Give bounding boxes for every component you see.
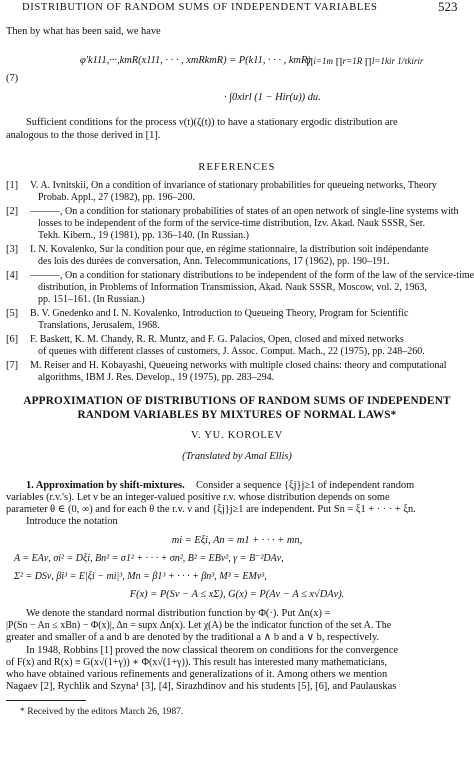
reference-line: B. V. Gnedenko and I. N. Kovalenko, Introduction to Queueing Theory, Program for Scientific [30,308,409,319]
article-title-line2: RANDOM VARIABLES BY MIXTURES OF NORMAL LAWS* [77,409,397,421]
equation-7-products: ∏i=1m ∏r=1R ∏l=1kir 1/τkirir [306,56,424,66]
footnote: * Received by the editors March 26, 1987. [20,706,184,717]
reference-line: V. A. Ivnitskii, On a condition of invariance of stationary probabilities for queueing networks, Theory [30,180,437,191]
running-title: DISTRIBUTION OF RANDOM SUMS OF INDEPENDENT VARIABLES [22,2,378,13]
reference-number: [7] [6,360,19,371]
reference-line: losses to be independent of the form of the service-time distribution, Izv. Akad. Nauk SSSR, Ser. [38,218,426,229]
para2-line3: greater and smaller of a and b are denoted by the traditional a ∧ b and a ∨ b, respectively. [6,632,380,643]
para3-line1: In 1948, Robbins [1] proved the now classical theorem on conditions for the convergence [26,645,399,656]
reference-line: Probab. Appl., 27 (1982), pp. 196–200. [38,192,195,203]
para2-line1: We denote the standard normal distribution function by Φ(·). Put Δn(x) = [26,608,331,619]
para3-line4: Nagaev [2], Rychlik and Szyna¹ [3], [4], Sirazhdinov and his students [5], [6], and Paulauskas [6,681,397,692]
article-title-line1: APPROXIMATION OF DISTRIBUTIONS OF RANDOM SUMS OF INDEPENDENT [23,395,451,407]
reference-line: of queues with different classes of customers, J. Assoc. Comput. Mach., 22 (1975), pp. 248–260. [38,346,425,357]
intro-then-line: Then by what has been said, we have [6,26,161,37]
reference-line: algorithms, IBM J. Res. Develop., 19 (1975), pp. 283–294. [38,372,275,383]
para1-line3: parameter θ ∈ (0, ∞) and for each θ the r.v. ν and {ξj}j≥1 are independent. Put Sn = ξ1 + · · · + ξn. [6,504,416,515]
reference-line: F. Baskett, K. M. Chandy, R. R. Muntz, and F. G. Palacios, Open, closed and mixed networks [30,334,404,345]
reference-number: [6] [6,334,19,345]
reference-line: Translations, Jerusalem, 1968. [38,320,160,331]
reference-number: [5] [6,308,19,319]
para1-line2: variables (r.v.'s). Let ν be an integer-valued positive r.v. whose distribution depends on some [6,492,390,503]
references-heading: REFERENCES [198,162,276,173]
para2-line2: |P(Sn − An ≤ xBn) − Φ(x)|, Δn = supx Δn(x). Let χ(A) be the indicator function of the set A. The [6,620,392,631]
para3-line3: who have obtained various refinements and generalizations of it. Among others we mention [6,669,388,680]
page-number: 523 [438,0,458,14]
equation-7-lhs: φ′k111,···,kmR(x111, · · · , xmRkmR) = P(k11, · · · , kmR) [80,55,311,66]
section-heading: 1. Approximation by shift-mixtures. [26,480,185,491]
reference-number: [1] [6,180,19,191]
sufficient-conditions-line1: Sufficient conditions for the process ν(t)(ζ(t)) to have a stationary ergodic distribution are [26,117,398,128]
article-author: V. YU. KOROLEV [190,430,283,441]
reference-line: I. N. Kovalenko, Sur la condition pour que, en régime stationnaire, la distribution soit indépendante [30,244,429,255]
reference-line: M. Reiser and H. Kobayashi, Queueing networks with multiple closed chains: theory and computational [30,360,447,371]
display-eq4: F(x) = P(Sν − A ≤ xΣ), G(x) = P(Aν − A ≤ x√DAν). [129,589,345,600]
footnote-rule [6,700,86,701]
reference-number: [2] [6,206,19,217]
reference-line: pp. 151–161. (In Russian.) [38,294,145,305]
reference-line: ———, On a condition for stationary distributions to be independent of the form of the law of the service-time [30,270,474,281]
display-eq3: Σ² = DSν, βi³ = E|ξi − mi|³, Mn = β1³ + · · · + βn³, M³ = EMν³, [14,571,267,582]
equation-7-label: (7) [6,73,19,84]
reference-number: [4] [6,270,19,281]
display-eq1: mi = Eξi, An = m1 + · · · + mn, [171,535,303,546]
reference-line: Tekh. Kibern., 19 (1981), pp. 136–140. (In Russian.) [38,230,249,241]
reference-line: ———, On a condition for stationary probabilities of states of an open network of single-line systems with [30,206,459,217]
para1-line1: Consider a sequence {ξj}j≥1 of independent random [196,480,415,491]
para3-line2: of F(x) and R(x) ≡ G(x√(1+γ)) ∗ Φ(x√(1+γ)). This result has interested many mathematicians, [6,657,388,668]
sufficient-conditions-line2: analogous to the those derived in [1]. [6,130,161,141]
reference-line: distribution, in Problems of Information Transmission, Akad. Nauk SSSR, Moscow, vol. 2, 1963, [38,282,427,293]
display-eq2: A = EAν, σi² = Dξi, Bn² = σ1² + · · · + σn², B² = EBν², γ = B⁻²DAν, [14,553,284,564]
reference-number: [3] [6,244,19,255]
equation-7-integral: · ∫0xirl (1 − Hir(u)) du. [224,92,321,103]
article-translator: (Translated by Amal Ellis) [182,451,292,462]
reference-line: des lois des durées de conversation, Ann. Telecommunications, 17 (1962), pp. 190–191. [38,256,390,267]
para1-line4: Introduce the notation [26,516,118,527]
